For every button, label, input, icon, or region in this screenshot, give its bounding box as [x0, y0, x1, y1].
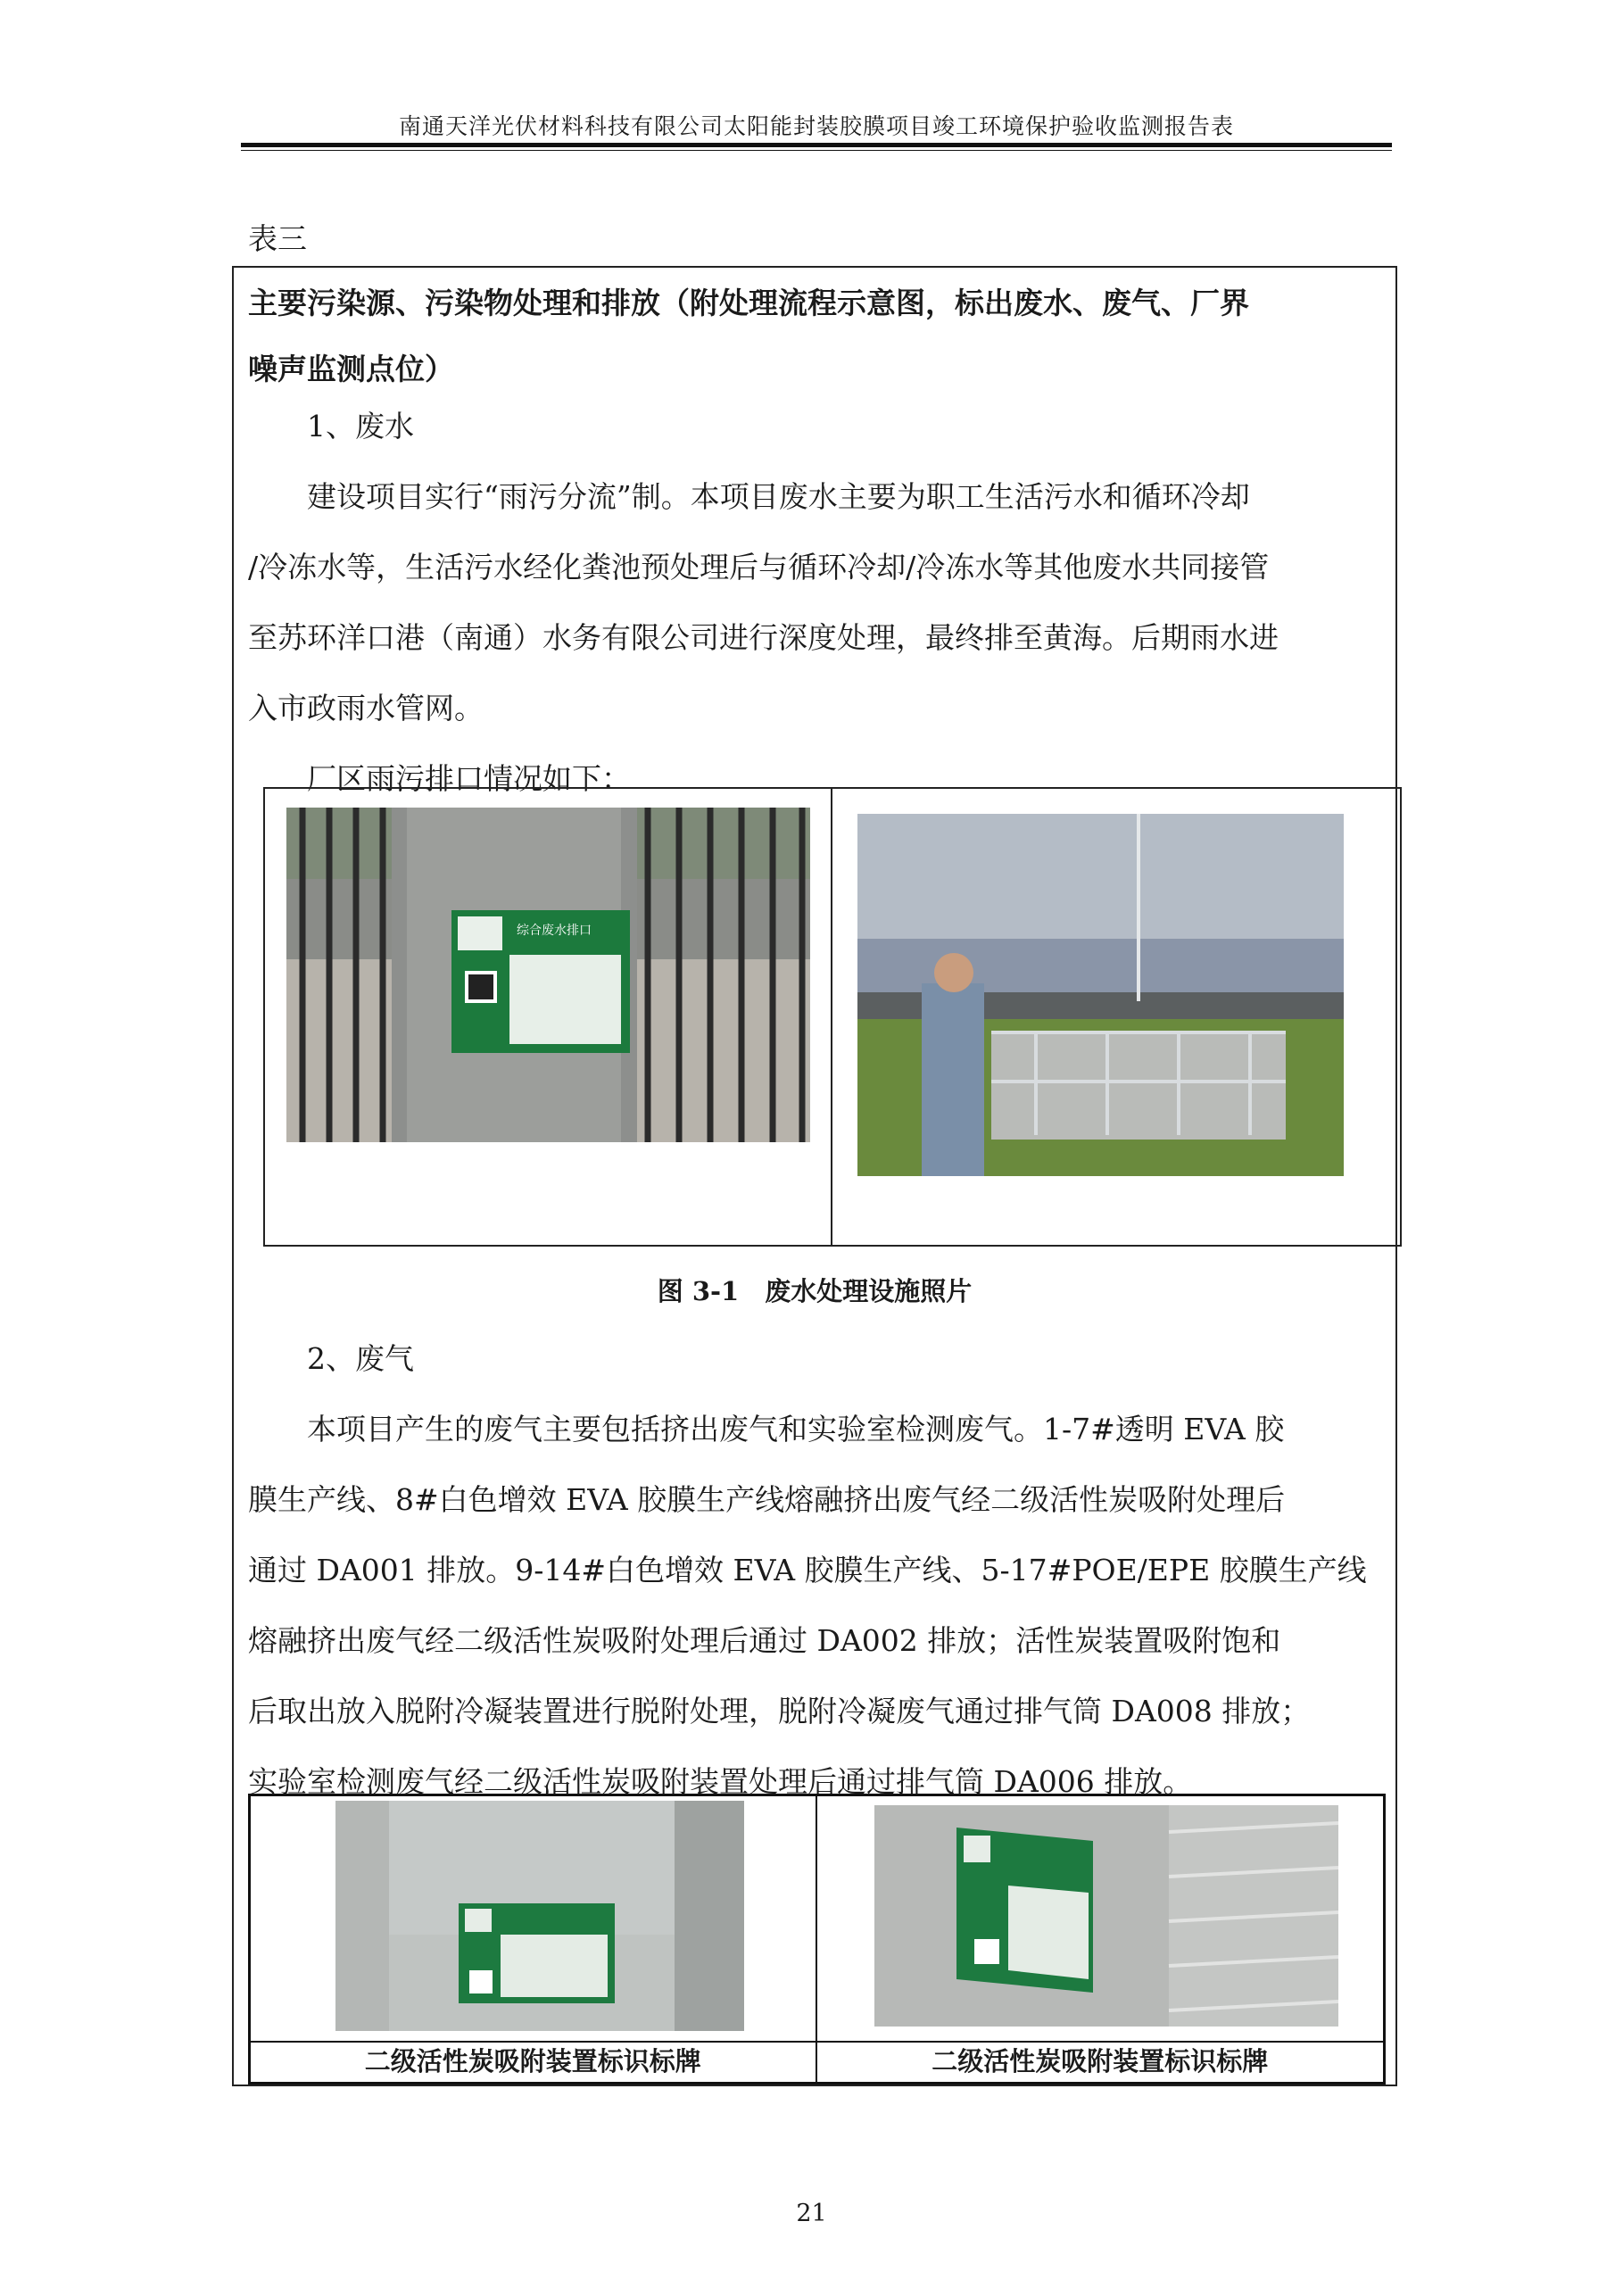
photo-cell-right: [832, 789, 1400, 1245]
waste-gas-block: [248, 1323, 1386, 1817]
section-title: [248, 270, 1386, 402]
header-rule-thick: [241, 143, 1392, 147]
header-rule-thin: [241, 150, 1392, 151]
paragraph-line: 后取出放入脱附冷凝装置进行脱附处理，脱附冷凝废气通过排气筒 DA008 排放；: [248, 1694, 1311, 1728]
page-number: 21: [796, 2200, 827, 2227]
table-label: 表三: [248, 221, 307, 256]
running-header: 南通天洋光伏材料科技有限公司太阳能封装胶膜项目竣工环境保护验收监测报告表: [398, 113, 1234, 139]
adsorption-unit-photo: [335, 1801, 744, 2031]
paragraph-line: 建设项目实行“雨污分流”制。本项目废水主要为职工生活污水和循环冷却: [307, 479, 1250, 514]
paragraph-line: 至苏环洋口港（南通）水务有限公司进行深度处理，最终排至黄海。后期雨水进: [248, 620, 1279, 655]
photo-caption: 二级活性炭吸附装置标识标牌: [817, 2041, 1384, 2082]
paragraph-line: 本项目产生的废气主要包括挤出废气和实验室检测废气。1-7#透明 EVA 胶: [307, 1412, 1285, 1446]
waste-gas-heading: 2、废气: [307, 1341, 414, 1376]
paragraph-line: 熔融挤出废气经二级活性炭吸附处理后通过 DA002 排放；活性炭装置吸附饱和: [248, 1623, 1281, 1658]
photo-caption: 二级活性炭吸附装置标识标牌: [251, 2041, 817, 2082]
wastewater-block: [248, 391, 1386, 814]
outfall-sign-photo: [286, 808, 810, 1142]
outfall-site-photo: [857, 814, 1344, 1176]
paragraph-line: 入市政雨水管网。: [248, 691, 484, 725]
section-title-line: 主要污染源、污染物处理和排放（附处理流程示意图，标出废水、废气、厂界: [248, 286, 1249, 320]
paragraph-line: 通过 DA001 排放。9-14#白色增效 EVA 胶膜生产线、5-17#POE/EPE 胶膜生产线: [248, 1553, 1367, 1587]
section-title-line: 噪声监测点位）: [248, 352, 454, 386]
wastewater-heading: 1、废水: [307, 409, 414, 443]
paragraph-line: 膜生产线、8#白色增效 EVA 胶膜生产线熔融挤出废气经二级活性炭吸附处理后: [248, 1482, 1286, 1517]
adsorption-sign-photo: [874, 1805, 1338, 2027]
figure-caption: 图 3-1 废水处理设施照片: [657, 1276, 973, 1306]
photo-cell-left: [251, 1796, 817, 2041]
outfall-sign-title: 综合废水排口: [517, 924, 592, 938]
adsorption-sign-table: [248, 1794, 1386, 2085]
wastewater-photo-table: [263, 787, 1402, 1247]
paragraph-line: /冷冻水等，生活污水经化粪池预处理后与循环冷却/冷冻水等其他废水共同接管: [248, 550, 1270, 584]
photo-cell-left: [265, 789, 832, 1245]
photo-cell-right: [817, 1796, 1384, 2041]
outfall-intro: 厂区雨污排口情况如下：: [307, 761, 631, 796]
paragraph-line: 实验室检测废气经二级活性炭吸附装置处理后通过排气筒 DA006 排放。: [248, 1764, 1193, 1799]
